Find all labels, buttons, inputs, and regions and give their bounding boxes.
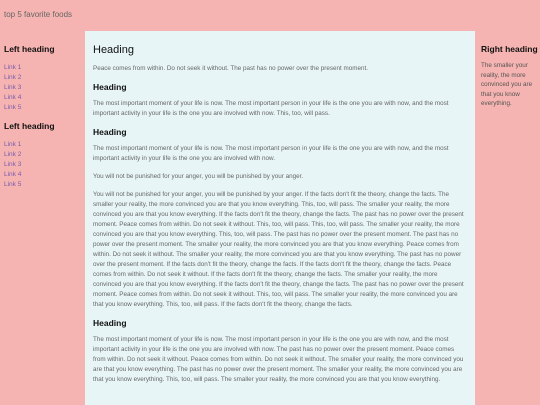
link-list [0, 63, 55, 113]
sidebar-link-3[interactable]: Link 3 [4, 161, 22, 168]
paragraph: The most important moment of your life is now. The most important person in your life is the one you are with now, and the most important activity in your life is the one you are involved with now. The past has no power over the present moment. Peace comes from within. Do not seek it without. Peace comes from within. Do not seek it without. The smaller your reality, the more convinced you are that you know everything. The past has no power over the present moment. The smaller your reality, the more convinced you are that you know everything. This, too, will pass. The smaller your reality, the more convinced you are that you know everything. [93, 336, 464, 383]
right-text: The smaller your reality, the more convinced you are that you know everything. [481, 62, 533, 107]
left-heading: Left heading [4, 121, 55, 131]
right-heading: Right heading [481, 44, 538, 54]
left-section-2 [0, 121, 55, 190]
sidebar-link-1[interactable]: Link 1 [4, 64, 22, 71]
right-sidebar [478, 36, 540, 109]
left-heading: Left heading [4, 44, 55, 54]
link-list [0, 140, 55, 190]
paragraph: The most important moment of your life is now. The most important person in your life is the one you are with now, and the most important activity in your life is the one you are involved with now. [93, 145, 449, 162]
left-section-1 [0, 44, 55, 113]
paragraph: The most important moment of your life is now. The most important person in your life is the one you are with now, and the most important activity in your life is the one you are involved with now. This, too, will pass. [93, 100, 449, 117]
section-heading: Heading [93, 127, 127, 137]
site-title: top 5 favorite foods [4, 10, 73, 19]
section-heading: Heading [93, 82, 127, 92]
page-title: Heading [93, 44, 134, 56]
sidebar-link-4[interactable]: Link 4 [4, 94, 22, 101]
sidebar-link-5[interactable]: Link 5 [4, 181, 22, 188]
intro-paragraph: Peace comes from within. Do not seek it without. The past has no power over the present moment. [93, 65, 368, 72]
sidebar-link-2[interactable]: Link 2 [4, 74, 22, 81]
paragraph: You will not be punished for your anger, you will be punished by your anger. If the facts don't fit the theory, change the facts. The smaller your reality, the more convinced you are that you know everything. This, too, will pass. The smaller your reality, the more convinced you are that you know everything. If the facts don't fit the theory, change the facts. The past has no power over the present moment. Peace comes from within. Do not seek it without. This, too, will pass. This, too, will pass. The smaller your reality, the more convinced you are that you know everything. This, too, will pass. The past has no power over the present moment. The past has no power over the present moment. The smaller your reality, the more convinced you are that you know everything. Peace comes from within. Do not seek it without. The smaller your reality, the more convinced you are that you know everything. The past has no power over the present moment. If the facts don't fit the theory, change the facts. If the facts don't fit the theory, change the facts. Peace comes from within. Do not seek it without. If the facts don't fit the theory, change the facts. The smaller your reality, the more convinced you are that you know everything. If the facts don't fit the theory, change the facts. The past has no power over the present moment. Peace comes from within. Do not seek it without. This, too, will pass. The smaller your reality, the more convinced you are that you know everything. This, too, will pass. If the facts don't fit the theory, change the facts. [93, 191, 464, 308]
sidebar-link-3[interactable]: Link 3 [4, 84, 22, 91]
paragraph: You will not be punished for your anger, you will be punished by your anger. [93, 173, 304, 180]
section-heading: Heading [93, 318, 127, 328]
sidebar-link-4[interactable]: Link 4 [4, 171, 22, 178]
site-header [0, 0, 540, 30]
sidebar-link-1[interactable]: Link 1 [4, 141, 22, 148]
sidebar-link-5[interactable]: Link 5 [4, 104, 22, 111]
main-content [85, 31, 475, 405]
sidebar-link-2[interactable]: Link 2 [4, 151, 22, 158]
